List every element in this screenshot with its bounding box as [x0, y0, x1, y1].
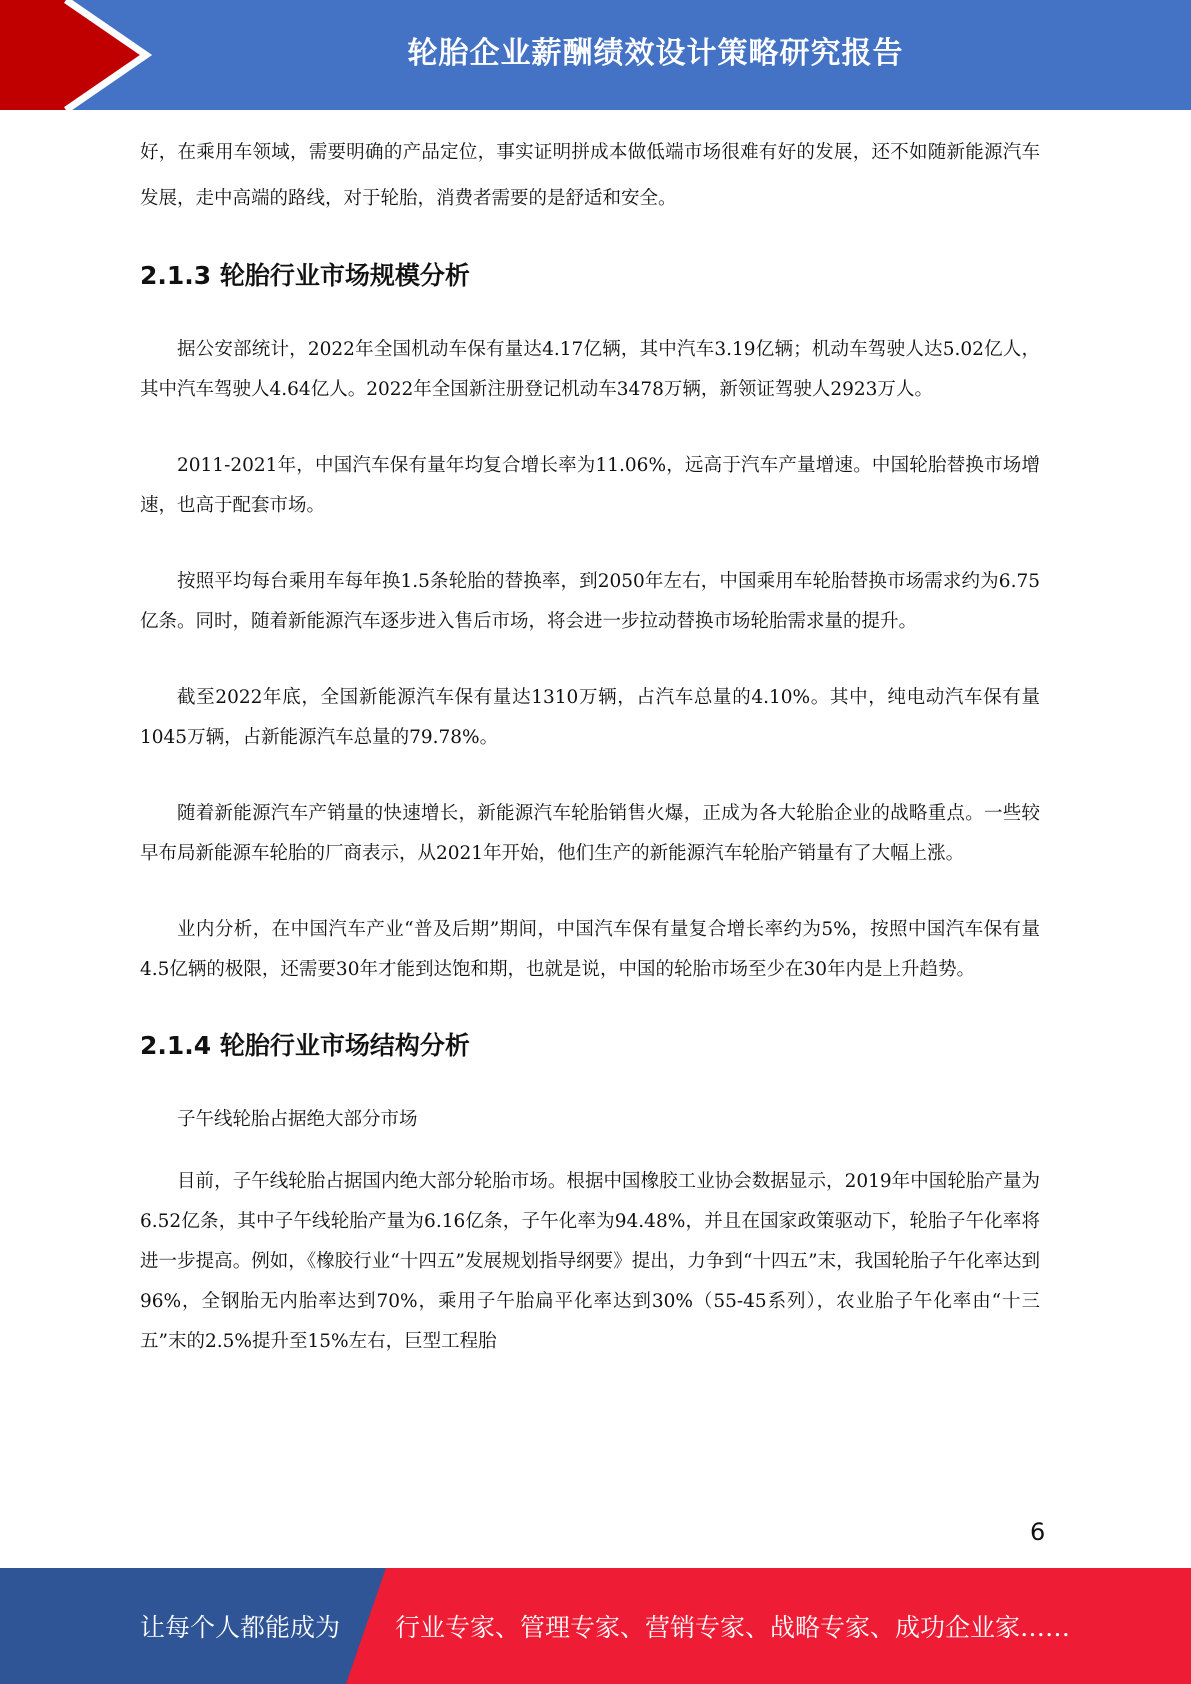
paragraph: 随着新能源汽车产销量的快速增长，新能源汽车轮胎销售火爆，正成为各大轮胎企业的战略重点。一些较早布局新能源车轮胎的厂商表示，从2021年开始，他们生产的新能源汽车轮胎产销量有了大幅上涨。	[140, 803, 1040, 864]
paragraph: 截至2022年底，全国新能源汽车保有量达1310万辆，占汽车总量的4.10%。其中，纯电动汽车保有量1045万辆，占新能源汽车总量的79.78%。	[140, 687, 1040, 748]
paragraph: 目前，子午线轮胎占据国内绝大部分轮胎市场。根据中国橡胶工业协会数据显示，2019年中国轮胎产量为6.52亿条，其中子午线轮胎产量为6.16亿条，子午化率为94.48%，并且在国家政策驱动下，轮胎子午化率将进一步提高。例如，《橡胶行业“十四五”发展规划指导纲要》提出，力争到“十四五”末，我国轮胎子午化率达到96%，全钢胎无内胎率达到70%，乘用子午胎扁平化率达到30%（55-45系列），农业胎子午化率由“十三五”末的2.5%提升至15%左右，巨型工程胎	[140, 1171, 1040, 1352]
page-header	[0, 0, 1191, 110]
section-heading-2-1-4: 2.1.4 轮胎行业市场结构分析	[140, 1031, 470, 1060]
footer-slogan-right: 行业专家、管理专家、营销专家、战略专家、成功企业家……	[395, 1613, 1071, 1642]
paragraph: 按照平均每台乘用车每年换1.5条轮胎的替换率，到2050年左右，中国乘用车轮胎替换市场需求约为6.75亿条。同时，随着新能源汽车逐步进入售后市场，将会进一步拉动替换市场轮胎需求量的提升。	[140, 571, 1040, 632]
paragraph: 业内分析，在中国汽车产业“普及后期”期间，中国汽车保有量复合增长率约为5%，按照中国汽车保有量4.5亿辆的极限，还需要30年才能到达饱和期，也就是说，中国的轮胎市场至少在30年内是上升趋势。	[140, 919, 1040, 980]
paragraph: 2011-2021年，中国汽车保有量年均复合增长率为11.06%，远高于汽车产量增速。中国轮胎替换市场增速，也高于配套市场。	[140, 455, 1040, 516]
report-title: 轮胎企业薪酬绩效设计策略研究报告	[407, 36, 904, 71]
document-body	[140, 130, 1040, 1398]
subheading: 子午线轮胎占据绝大部分市场	[177, 1109, 418, 1130]
section-heading-2-1-3: 2.1.3 轮胎行业市场规模分析	[140, 261, 470, 290]
page-footer	[0, 1568, 1191, 1684]
page-number: 6	[1030, 1518, 1046, 1546]
paragraph: 据公安部统计，2022年全国机动车保有量达4.17亿辆，其中汽车3.19亿辆；机动车驾驶人达5.02亿人，其中汽车驾驶人4.64亿人。2022年全国新注册登记机动车3478万辆，新领证驾驶人2923万人。	[140, 339, 1040, 400]
intro-paragraph: 好，在乘用车领域，需要明确的产品定位，事实证明拼成本做低端市场很难有好的发展，还不如随新能源汽车发展，走中高端的路线，对于轮胎，消费者需要的是舒适和安全。	[140, 142, 1040, 209]
footer-slogan-left: 让每个人都能成为	[140, 1613, 341, 1642]
